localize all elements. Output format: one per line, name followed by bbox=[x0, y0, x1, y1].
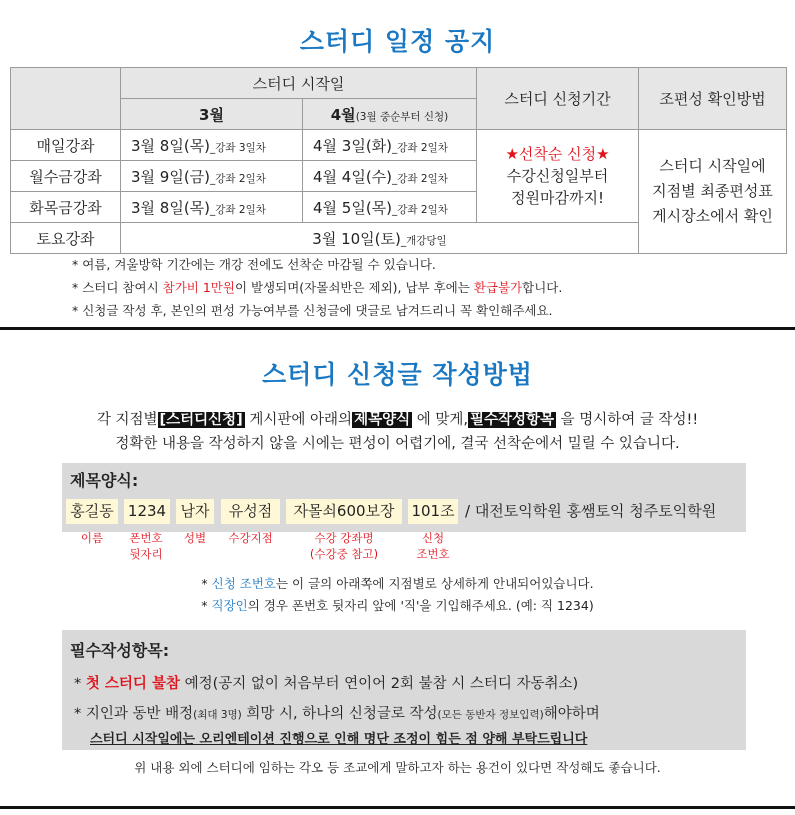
format-label: 수강 강좌명 (수강중 참고) bbox=[309, 531, 379, 561]
april-start: 4월 4일(수)_강좌 2일차 bbox=[303, 161, 477, 192]
apply-period-header: 스터디 신청기간 bbox=[477, 68, 639, 130]
format-chip-gender: 남자 bbox=[176, 499, 214, 524]
closing-note: 위 내용 외에 스터디에 임하는 각오 등 조교에게 말하고자 하는 용건이 있다면 작성해도 좋습니다. bbox=[134, 760, 661, 775]
format-label: 신청 조번호 bbox=[416, 531, 450, 561]
required-warning: 스터디 시작일에는 오리엔테이션 진행으로 인해 명단 조정이 힘든 점 양해 부탁드립니다 bbox=[90, 732, 588, 747]
start-date-header: 스터디 시작일 bbox=[121, 68, 477, 99]
howto-title: 스터디 신청글 작성방법 bbox=[262, 360, 533, 389]
format-label: 이름 bbox=[80, 531, 104, 545]
march-start: 3월 8일(목)_강좌 3일차 bbox=[121, 130, 303, 161]
note-line: * 신청글 작성 후, 본인의 편성 가능여부를 신청글에 댓글로 남겨드리니 꼭 확인해주세요. bbox=[72, 303, 553, 318]
course-name: 화목금강좌 bbox=[11, 192, 121, 223]
group-check-header: 조편성 확인방법 bbox=[639, 68, 787, 130]
schedule-notes bbox=[72, 253, 562, 322]
course-name: 토요강좌 bbox=[11, 223, 121, 254]
format-chip-group: 101조 bbox=[408, 499, 458, 524]
saturday-start: 3월 10일(토)_개강당일 bbox=[121, 223, 639, 254]
april-start: 4월 5일(목)_강좌 2일차 bbox=[303, 192, 477, 223]
format-note: * 신청 조번호는 이 글의 아래쪽에 지점별로 상세하게 안내되어있습니다. bbox=[201, 576, 594, 591]
format-chip-phone: 1234 bbox=[124, 499, 170, 524]
notice-title: 스터디 일정 공지 bbox=[299, 27, 496, 56]
required-item: * 지인과 동반 배정(최대 3명) 희망 시, 하나의 신청글로 작성(모든 동반자 정보입력)해야하며 bbox=[74, 706, 600, 722]
schedule-table bbox=[10, 67, 787, 254]
march-start: 3월 9일(금)_강좌 2일차 bbox=[121, 161, 303, 192]
corner-cell bbox=[11, 68, 121, 130]
group-check-cell: 스터디 시작일에 지점별 최종편성표 게시장소에서 확인 bbox=[639, 130, 787, 254]
format-label: 수강지점 bbox=[228, 531, 273, 545]
course-name: 매일강좌 bbox=[11, 130, 121, 161]
format-chip-branch: 유성점 bbox=[221, 499, 280, 524]
format-heading: 제목양식: bbox=[70, 471, 139, 490]
format-chip-course: 자몰쇠600보장 bbox=[286, 499, 402, 524]
required-heading: 필수작성항목: bbox=[70, 641, 170, 660]
apply-period-cell: ★선착순 신청★ 수강신청일부터 정원마감까지! bbox=[477, 130, 639, 223]
format-chip-name: 홍길동 bbox=[66, 499, 118, 524]
format-tail: / 대전토익학원 홍쌤토익 청주토익학원 bbox=[465, 502, 717, 520]
note-line: * 스터디 참여시 참가비 1만원이 발생되며(자몰쇠반은 제외), 납부 후에는 환급불가합니다. bbox=[72, 280, 563, 295]
note-line: * 여름, 겨울방학 기간에는 개강 전에도 선착순 마감될 수 있습니다. bbox=[72, 257, 436, 272]
course-name: 월수금강좌 bbox=[11, 161, 121, 192]
format-note: * 직장인의 경우 폰번호 뒷자리 앞에 '직'을 기입해주세요. (예: 직 1234) bbox=[201, 598, 594, 613]
april-start: 4월 3일(화)_강좌 2일차 bbox=[303, 130, 477, 161]
intro-line: 각 지점별 [스터디신청] 게시판에 아래의 제목양식 에 맞게, 필수작성항목 을 명시하여 글 작성!! bbox=[96, 412, 699, 428]
intro-line: 정확한 내용을 작성하지 않을 시에는 편성이 어렵기에, 결국 선착순에서 밀릴 수 있습니다. bbox=[115, 436, 680, 452]
section-divider bbox=[0, 327, 795, 330]
section-divider bbox=[0, 806, 795, 809]
format-label: 폰번호 뒷자리 bbox=[129, 531, 163, 561]
required-item: * 첫 스터디 불참 예정(공지 없이 처음부터 연이어 2회 불참 시 스터디 자동취소) bbox=[74, 676, 579, 692]
month4-header: 4월(3월 중순부터 신청) bbox=[303, 99, 477, 130]
month3-header: 3월 bbox=[121, 99, 303, 130]
format-label: 성별 bbox=[183, 531, 207, 545]
march-start: 3월 8일(목)_강좌 2일차 bbox=[121, 192, 303, 223]
